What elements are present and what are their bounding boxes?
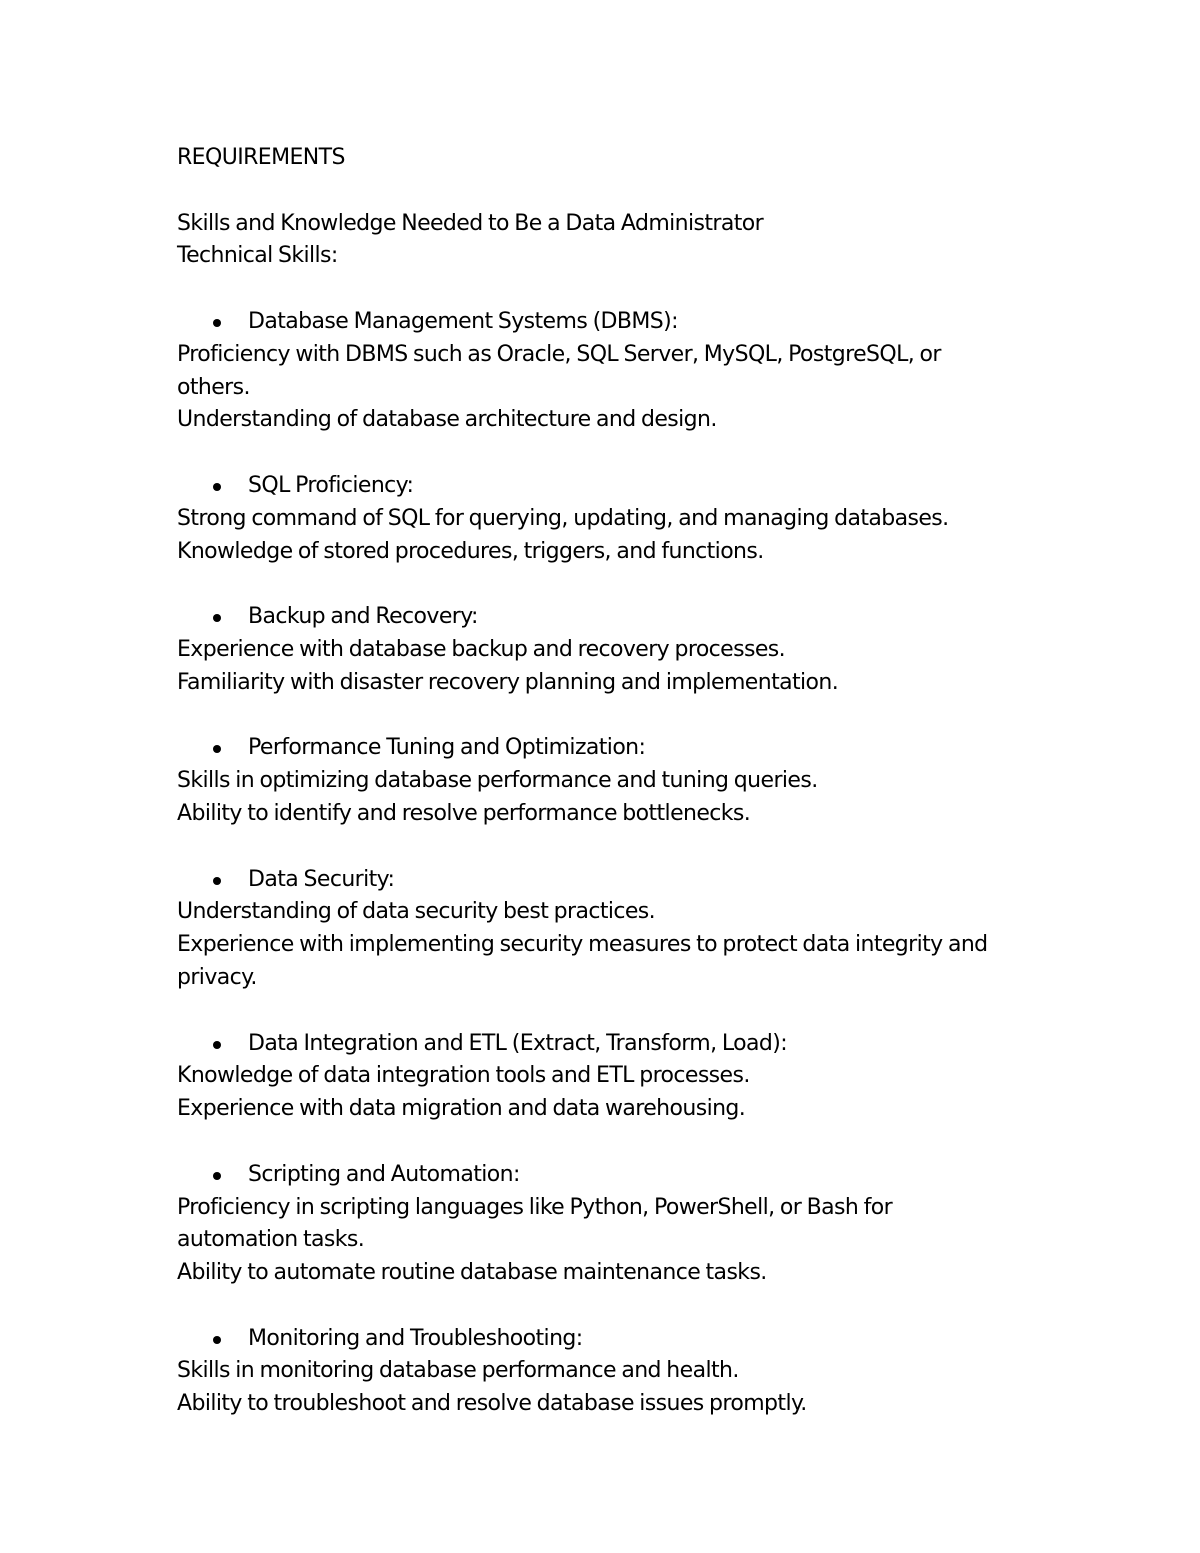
skill-description-line: Understanding of database architecture and design. — [177, 407, 717, 433]
skill-section — [177, 568, 1027, 699]
bullet-dot-icon — [213, 1172, 221, 1180]
skill-section — [177, 1290, 1027, 1421]
category-label: Technical Skills: — [177, 243, 338, 269]
skill-title: Data Security: — [248, 866, 395, 892]
skill-bullet-item — [177, 1323, 1027, 1356]
skill-bullet-item — [177, 601, 1027, 634]
spacer — [177, 437, 1027, 470]
skill-bullet-item — [177, 470, 1027, 503]
document-subtitle: Skills and Knowledge Needed to Be a Data Administrator — [177, 210, 764, 236]
skill-section — [177, 437, 1027, 568]
skill-description-line: Ability to identify and resolve performance bottlenecks. — [177, 800, 751, 826]
skill-title: Data Integration and ETL (Extract, Transform, Load): — [248, 1030, 788, 1056]
skill-bullet-item — [177, 306, 1027, 339]
skill-description-line: Experience with data migration and data warehousing. — [177, 1096, 746, 1122]
skill-title: Scripting and Automation: — [248, 1161, 520, 1187]
skill-section — [177, 700, 1027, 831]
document-heading: REQUIREMENTS — [177, 145, 345, 170]
spacer — [177, 568, 1027, 601]
skill-bullet-item — [177, 864, 1027, 897]
skill-title: Monitoring and Troubleshooting: — [248, 1325, 583, 1351]
skill-description-line: Ability to troubleshoot and resolve database issues promptly. — [177, 1391, 807, 1417]
bullet-dot-icon — [213, 1041, 221, 1049]
skill-description-line: privacy. — [177, 964, 257, 990]
skills-list — [177, 273, 1027, 1421]
skill-section — [177, 995, 1027, 1126]
bullet-dot-icon — [213, 745, 221, 753]
skill-title: Backup and Recovery: — [248, 604, 478, 630]
bullet-dot-icon — [213, 614, 221, 622]
skill-description-line: Strong command of SQL for querying, updating, and managing databases. — [177, 505, 949, 531]
bullet-dot-icon — [213, 877, 221, 885]
bullet-dot-icon — [213, 1336, 221, 1344]
skill-description-line: Understanding of data security best practices. — [177, 899, 656, 925]
bullet-dot-icon — [213, 483, 221, 491]
skill-description-line: Skills in optimizing database performance and tuning queries. — [177, 768, 818, 794]
skill-section — [177, 831, 1027, 995]
skill-title: Performance Tuning and Optimization: — [248, 735, 646, 761]
skill-description-line: others. — [177, 374, 250, 400]
skill-description-line: Proficiency in scripting languages like Python, PowerShell, or Bash for — [177, 1194, 893, 1220]
spacer — [177, 700, 1027, 733]
skill-bullet-item — [177, 1159, 1027, 1192]
skill-description-line: Experience with database backup and recovery processes. — [177, 636, 786, 662]
skill-description-line: Familiarity with disaster recovery planning and implementation. — [177, 669, 839, 695]
skill-description-line: Proficiency with DBMS such as Oracle, SQL Server, MySQL, PostgreSQL, or — [177, 341, 941, 367]
bullet-dot-icon — [213, 319, 221, 327]
spacer — [177, 273, 1027, 306]
skill-title: SQL Proficiency: — [248, 472, 414, 498]
skill-section — [177, 1126, 1027, 1290]
skill-description-line: Knowledge of stored procedures, triggers, and functions. — [177, 538, 764, 564]
skill-description-line: Ability to automate routine database maintenance tasks. — [177, 1260, 767, 1286]
skill-description-line: Knowledge of data integration tools and ETL processes. — [177, 1063, 750, 1089]
spacer — [177, 831, 1027, 864]
skill-description-line: Experience with implementing security measures to protect data integrity and — [177, 932, 988, 958]
skill-bullet-item — [177, 732, 1027, 765]
document-page — [177, 142, 1027, 1421]
spacer — [177, 175, 1027, 208]
spacer — [177, 995, 1027, 1028]
spacer — [177, 1126, 1027, 1159]
skill-description-line: Skills in monitoring database performance and health. — [177, 1358, 739, 1384]
skill-section — [177, 273, 1027, 437]
skill-bullet-item — [177, 1028, 1027, 1061]
skill-description-line: automation tasks. — [177, 1227, 365, 1253]
skill-title: Database Management Systems (DBMS): — [248, 308, 678, 334]
spacer — [177, 1290, 1027, 1323]
